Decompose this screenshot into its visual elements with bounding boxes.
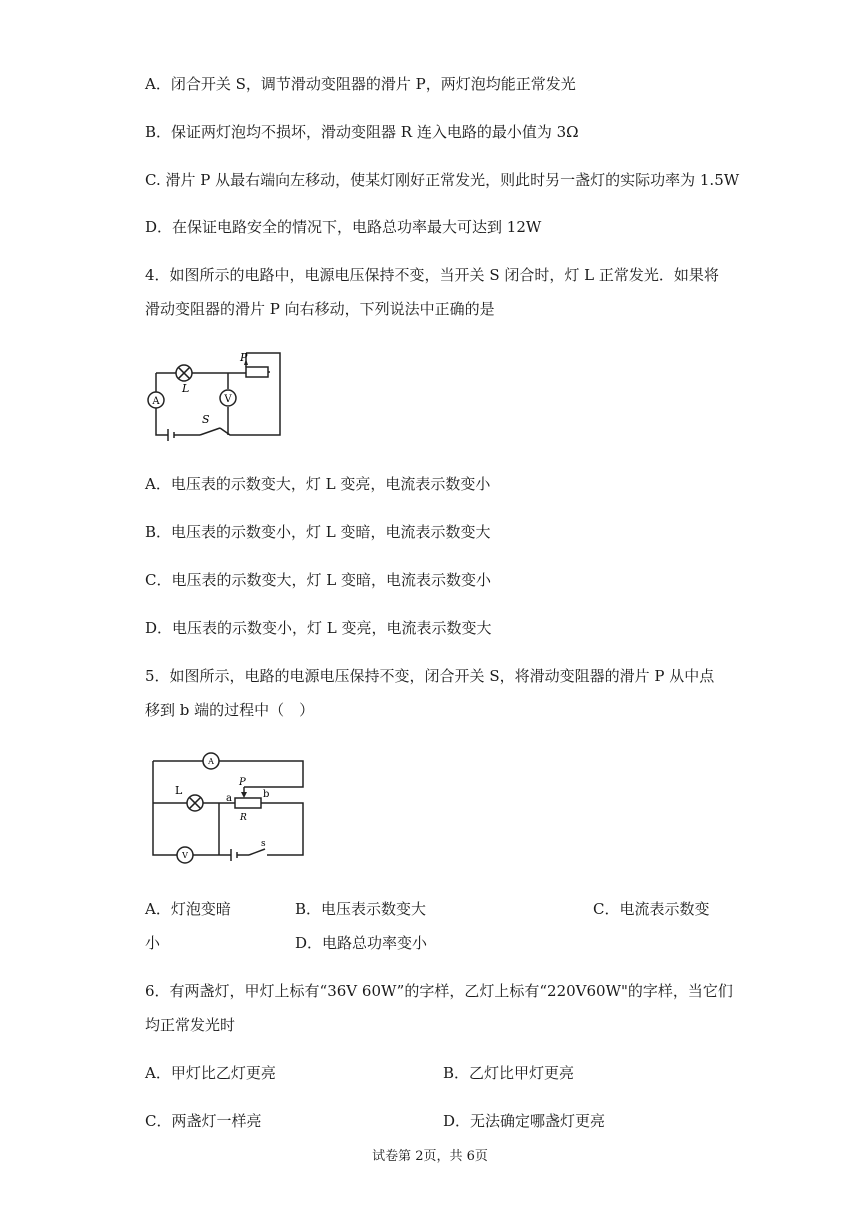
q4-voltmeter-label: V [224,394,232,405]
q5-option-d: D．电路总功率变小 [295,934,428,952]
q5-lamp-label: L [175,784,183,797]
q5-option-c: C．电流表示数变 [593,900,710,918]
q4-switch-label: S [202,413,210,426]
q4-ammeter-label: A [152,396,160,407]
q3-option-c: C. 滑片 P 从最右端向左移动，使某灯刚好正常发光，则此时另一盏灯的实际功率为 1.5W [145,171,740,189]
q4-lamp-label: L [182,382,190,395]
q6-option-c: C．两盏灯一样亮 [145,1112,262,1130]
q4-circuit-diagram [140,345,290,445]
q5-ammeter-label: A [208,757,214,766]
q4-option-d: D．电压表的示数变小，灯 L 变亮，电流表示数变大 [145,619,492,637]
q5-voltmeter-label: V [182,851,188,860]
q5-slider-label: P [239,777,246,788]
q4-option-b: B．电压表的示数变小，灯 L 变暗，电流表示数变大 [145,523,491,541]
q3-option-b: B．保证两灯泡均不损坏，滑动变阻器 R 连入电路的最小值为 3Ω [145,123,579,141]
q5-option-b: B．电压表示数变大 [295,900,427,918]
q3-option-a: A．闭合开关 S，调节滑动变阻器的滑片 P，两灯泡均能正常发光 [145,75,576,93]
q5-end-a-label: a [226,793,232,804]
q5-switch-label: s [261,839,266,849]
q4-stem-line2: 滑动变阻器的滑片 P 向右移动，下列说法中正确的是 [145,300,495,318]
page-footer: 试卷第 2页，共 6页 [372,1149,488,1164]
q5-end-b-label: b [263,789,270,800]
q4-option-c: C．电压表的示数变大，灯 L 变暗，电流表示数变小 [145,571,491,589]
q4-option-a: A．电压表的示数变大，灯 L 变亮，电流表示数变小 [145,475,491,493]
q3-option-d: D．在保证电路安全的情况下，电路总功率最大可达到 12W [145,218,542,236]
q5-rheostat-label: R [240,813,247,823]
q4-stem-line1: 4．如图所示的电路中，电源电压保持不变，当开关 S 闭合时，灯 L 正常发光．如果将 [145,266,719,284]
q5-circuit-diagram [145,745,310,865]
q6-stem-line2: 均正常发光时 [145,1016,236,1034]
q6-option-b: B．乙灯比甲灯更亮 [443,1064,575,1082]
q6-stem-line1: 6．有两盏灯，甲灯上标有“36V 60W”的字样，乙灯上标有“220V60W"的字样，当它们 [145,982,733,1000]
q4-slider-label: P [240,351,248,364]
q5-stem-line1: 5．如图所示，电路的电源电压保持不变，闭合开关 S，将滑动变阻器的滑片 P 从中点 [145,667,715,685]
q6-option-a: A．甲灯比乙灯更亮 [145,1064,276,1082]
q5-option-a: A．灯泡变暗 [145,900,231,918]
q5-option-c-continued: 小 [145,934,161,952]
q5-stem-line2: 移到 b 端的过程中（ ） [145,701,315,719]
q6-option-d: D．无法确定哪盏灯更亮 [443,1112,606,1130]
